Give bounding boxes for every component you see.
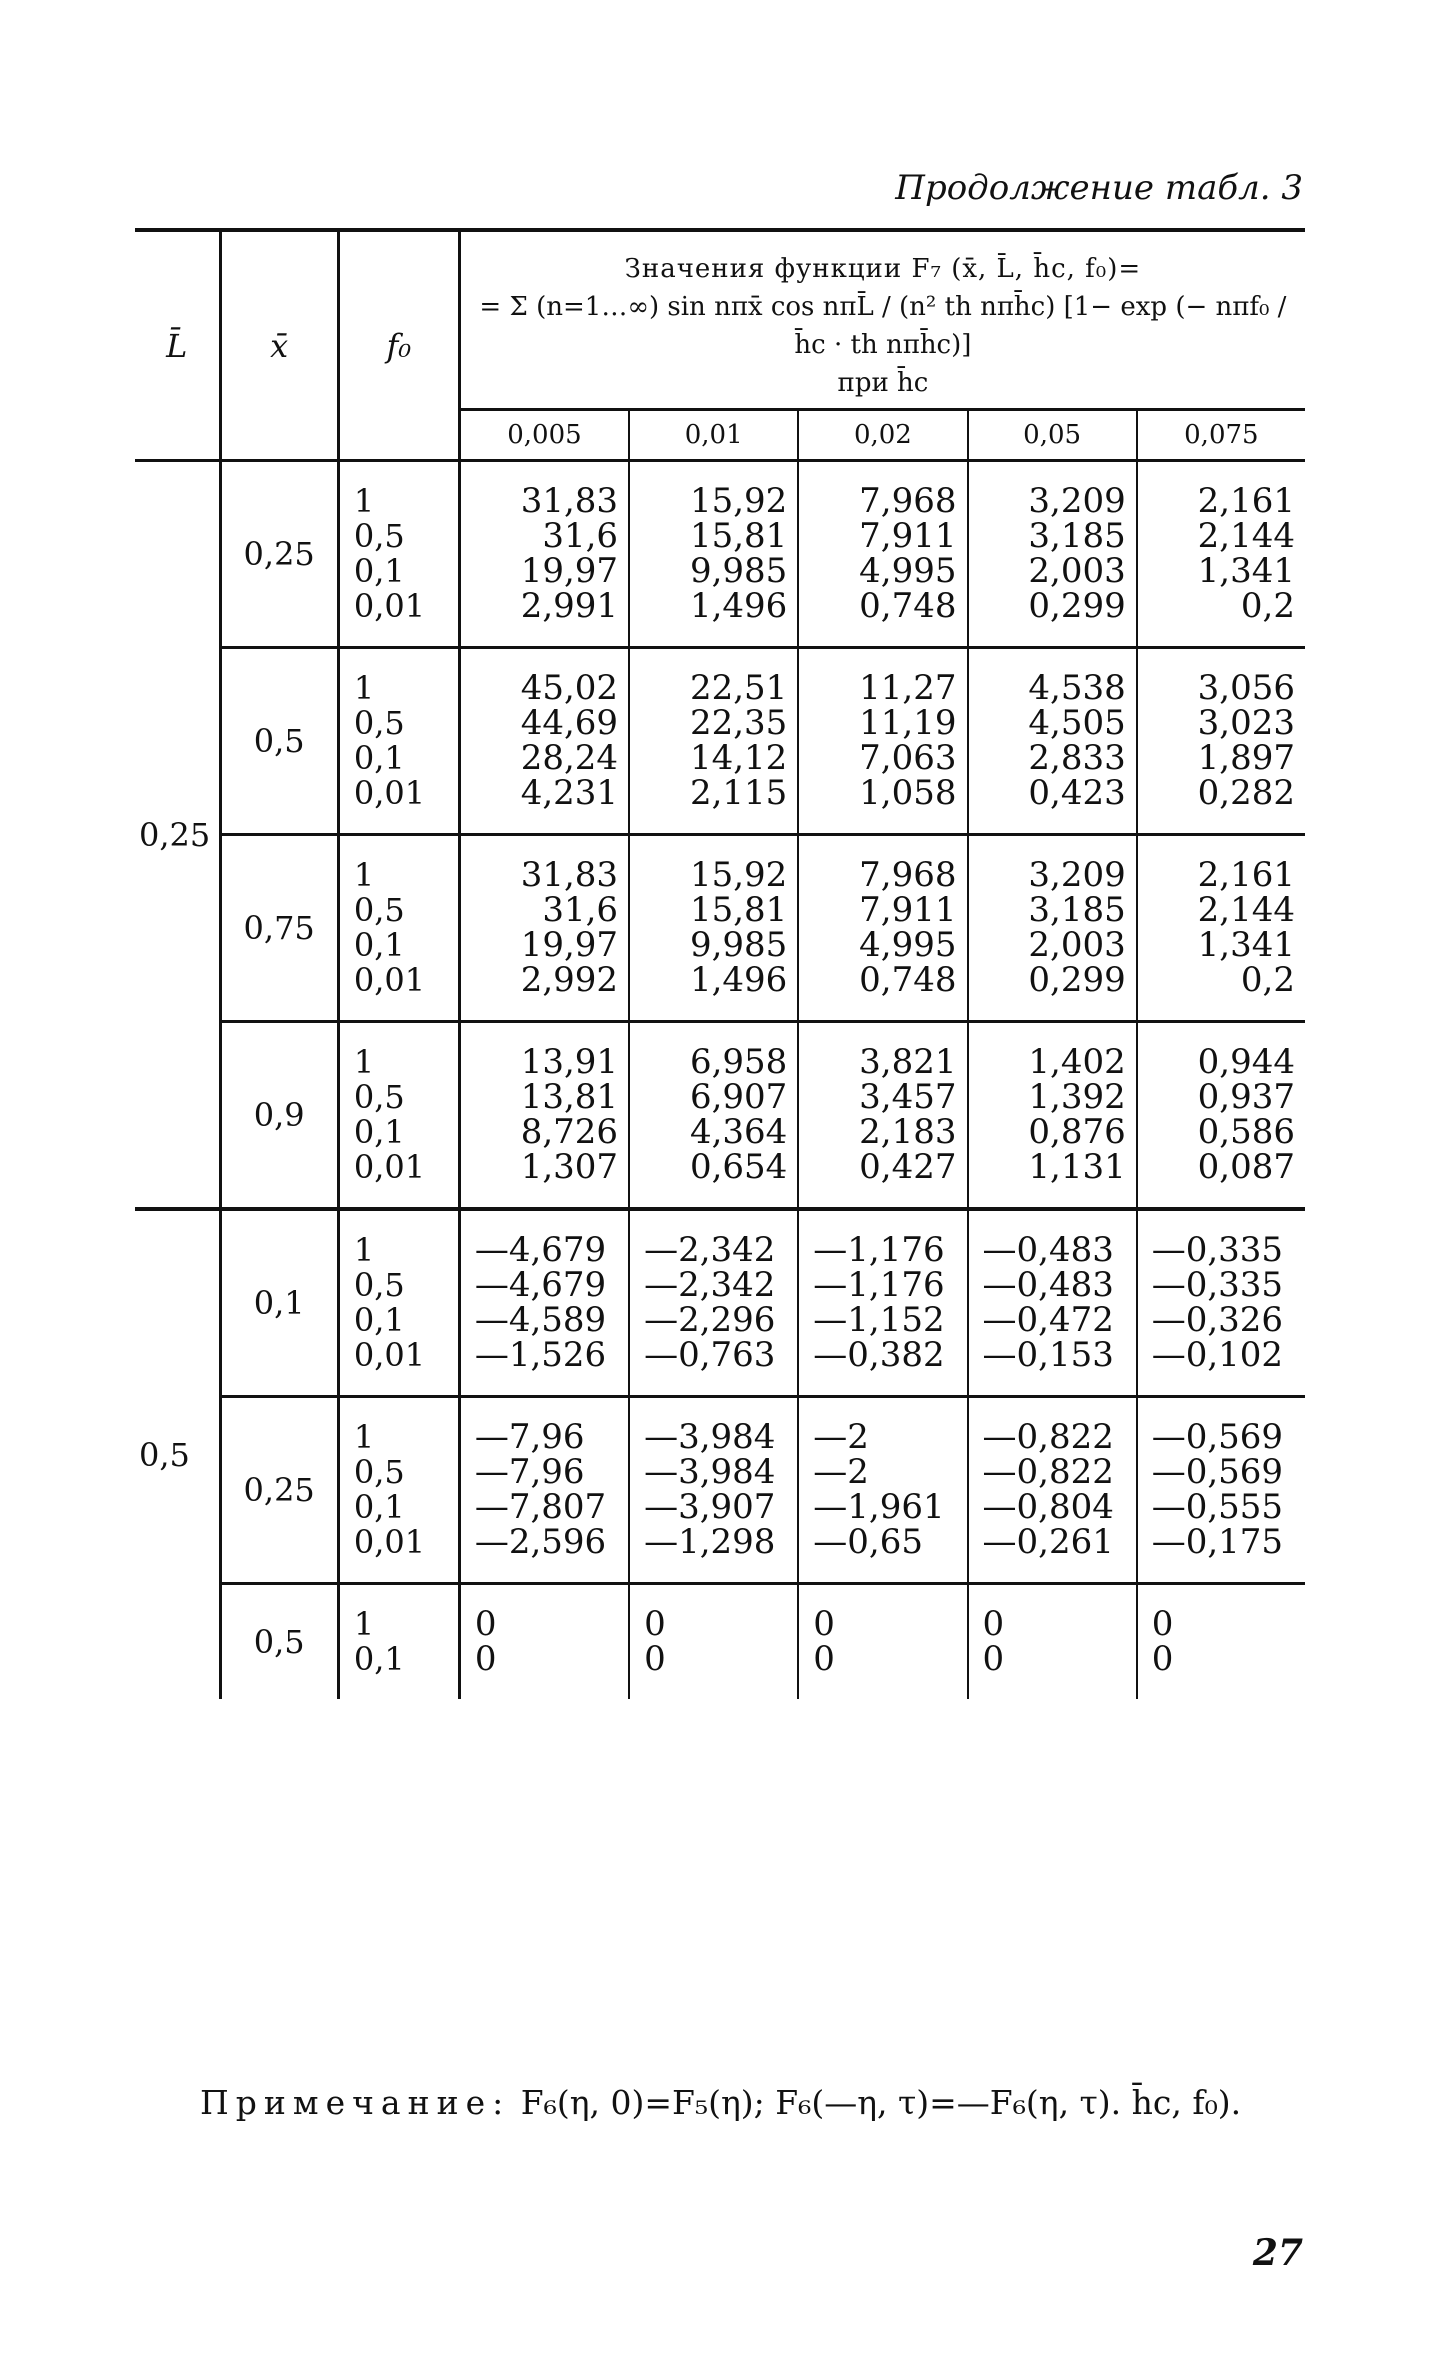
data-table (135, 228, 1305, 1699)
page-number: 27 (1252, 2232, 1303, 2274)
x-value: 0,9 (220, 1022, 338, 1210)
value-cell: 22,51 22,35 14,12 2,115 (629, 648, 798, 835)
value-cell: 0 0 (629, 1584, 798, 1700)
value-cell: 11,27 11,19 7,063 1,058 (798, 648, 967, 835)
f0-values: 1 0,5 0,1 0,01 (338, 1397, 459, 1584)
f0-values: 1 0,5 0,1 0,01 (338, 648, 459, 835)
x-value: 0,25 (220, 461, 338, 648)
f0-values: 1 0,5 0,1 0,01 (338, 1022, 459, 1210)
formula-line-2: = Σ (n=1…∞) sin nπx̄ cos nπL̄ / (n² th nπh̄c) [1− exp (− nπf₀ / h̄c · th nπh̄c)] (479, 292, 1287, 360)
formula-line-3: при h̄c (837, 368, 929, 398)
note-label: Примечание: (200, 2083, 511, 2122)
value-cell: 15,92 15,81 9,985 1,496 (629, 835, 798, 1022)
f0-values: 1 0,5 0,1 0,01 (338, 1209, 459, 1397)
f0-values: 1 0,1 (338, 1584, 459, 1700)
table-caption: Продолжение табл. 3 (895, 168, 1303, 208)
table-header-row (135, 230, 1305, 410)
x-value: 0,75 (220, 835, 338, 1022)
value-cell: —0,822 —0,822 —0,804 —0,261 (968, 1397, 1137, 1584)
header-L: L̄ (135, 230, 220, 461)
l-value: 0,25 (135, 461, 220, 1210)
value-cell: —1,176 —1,176 —1,152 —0,382 (798, 1209, 967, 1397)
table-row (135, 1397, 1305, 1584)
value-cell: —4,679 —4,679 —4,589 —1,526 (459, 1209, 629, 1397)
x-value: 0,1 (220, 1209, 338, 1397)
value-cell: —2 —2 —1,961 —0,65 (798, 1397, 967, 1584)
table-row (135, 648, 1305, 835)
hc-value: 0,075 (1137, 410, 1305, 461)
header-f0: f₀ (338, 230, 459, 461)
f0-values: 1 0,5 0,1 0,01 (338, 461, 459, 648)
table-row (135, 1209, 1305, 1397)
x-value: 0,5 (220, 648, 338, 835)
hc-value: 0,01 (629, 410, 798, 461)
value-cell: 2,161 2,144 1,341 0,2 (1137, 461, 1305, 648)
value-cell: 45,02 44,69 28,24 4,231 (459, 648, 629, 835)
x-value: 0,25 (220, 1397, 338, 1584)
table-row (135, 1022, 1305, 1210)
hc-value: 0,02 (798, 410, 967, 461)
value-cell: 0 0 (798, 1584, 967, 1700)
value-cell: 7,968 7,911 4,995 0,748 (798, 835, 967, 1022)
value-cell: —0,569 —0,569 —0,555 —0,175 (1137, 1397, 1305, 1584)
value-cell: 0,944 0,937 0,586 0,087 (1137, 1022, 1305, 1210)
value-cell: 6,958 6,907 4,364 0,654 (629, 1022, 798, 1210)
formula-line-1: Значения функции F₇ (x̄, L̄, h̄c, f₀)= (624, 254, 1142, 284)
value-cell: 4,538 4,505 2,833 0,423 (968, 648, 1137, 835)
value-cell: 31,83 31,6 19,97 2,992 (459, 835, 629, 1022)
value-cell: 3,821 3,457 2,183 0,427 (798, 1022, 967, 1210)
value-cell: 31,83 31,6 19,97 2,991 (459, 461, 629, 648)
table-row (135, 835, 1305, 1022)
value-cell: —3,984 —3,984 —3,907 —1,298 (629, 1397, 798, 1584)
value-cell: 2,161 2,144 1,341 0,2 (1137, 835, 1305, 1022)
header-x: x̄ (220, 230, 338, 461)
value-cell: 1,402 1,392 0,876 1,131 (968, 1022, 1137, 1210)
table-row (135, 461, 1305, 648)
value-cell: 15,92 15,81 9,985 1,496 (629, 461, 798, 648)
value-cell: 3,209 3,185 2,003 0,299 (968, 461, 1137, 648)
value-cell: —0,483 —0,483 —0,472 —0,153 (968, 1209, 1137, 1397)
value-cell: 0 0 (1137, 1584, 1305, 1700)
value-cell: —7,96 —7,96 —7,807 —2,596 (459, 1397, 629, 1584)
value-cell: 3,209 3,185 2,003 0,299 (968, 835, 1137, 1022)
hc-value: 0,005 (459, 410, 629, 461)
table-row (135, 1584, 1305, 1700)
x-value: 0,5 (220, 1584, 338, 1700)
hc-value: 0,05 (968, 410, 1137, 461)
value-cell: 0 0 (968, 1584, 1137, 1700)
f0-values: 1 0,5 0,1 0,01 (338, 835, 459, 1022)
table-note (200, 2080, 1310, 2126)
header-formula (459, 230, 1305, 410)
note-text: F₆(η, 0)=F₅(η); F₆(—η, τ)=—F₆(η, τ). h̄c, f₀). (520, 2083, 1242, 2122)
value-cell: —2,342 —2,342 —2,296 —0,763 (629, 1209, 798, 1397)
value-cell: 7,968 7,911 4,995 0,748 (798, 461, 967, 648)
value-cell: 0 0 (459, 1584, 629, 1700)
value-cell: —0,335 —0,335 —0,326 —0,102 (1137, 1209, 1305, 1397)
value-cell: 3,056 3,023 1,897 0,282 (1137, 648, 1305, 835)
value-cell: 13,91 13,81 8,726 1,307 (459, 1022, 629, 1210)
l-value: 0,5 (135, 1209, 220, 1699)
